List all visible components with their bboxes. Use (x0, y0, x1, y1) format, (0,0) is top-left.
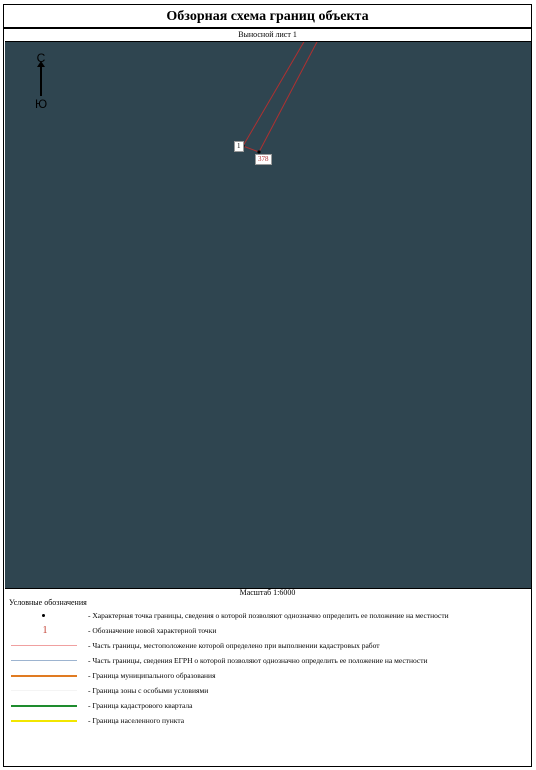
legend-item-text: - Граница зоны с особыми условиями (88, 686, 209, 695)
new-point-number-icon: 1 (42, 625, 48, 636)
south-label: Ю (34, 97, 48, 111)
boundary-line-bottom (243, 146, 259, 152)
boundary-line-right (259, 42, 318, 152)
boundary-line-left (243, 42, 305, 146)
map-area[interactable] (5, 41, 531, 589)
legend-item (9, 623, 524, 638)
legend-item-text: - Граница населенного пункта (88, 716, 185, 725)
boundary-svg (5, 42, 531, 588)
legend-item-text: - Характерная точка границы, сведения о которой позволяют однозначно определить ее положение на местности (88, 611, 449, 620)
cadastral-quarter-boundary-line-icon (11, 705, 77, 707)
scale-label: Масштаб 1:6000 (239, 588, 296, 597)
special-zone-boundary-line-icon (11, 690, 77, 691)
egrn-boundary-line-icon (11, 660, 77, 661)
legend-item (9, 683, 524, 698)
municipal-boundary-line-icon (11, 675, 77, 677)
sheet-subtitle: Выносной лист 1 (238, 30, 297, 39)
north-arrow (31, 52, 51, 110)
legend-item-text: - Обозначение новой характерной точки (88, 626, 217, 635)
north-label: С (36, 51, 46, 65)
north-arrow-icon (40, 66, 42, 96)
legend (9, 608, 524, 728)
point-label-378: 378 (255, 154, 272, 165)
legend-item-text: - Часть границы, сведения ЕГРН о которой позволяют однозначно определить ее положение на местности (88, 656, 428, 665)
legend-item (9, 653, 524, 668)
cadastral-works-boundary-line-icon (11, 645, 77, 646)
legend-item (9, 698, 524, 713)
legend-item (9, 668, 524, 683)
legend-item (9, 713, 524, 728)
settlement-boundary-line-icon (11, 720, 77, 722)
characteristic-point-icon (42, 614, 45, 617)
legend-item-text: - Граница кадастрового квартала (88, 701, 193, 710)
point-label-1: 1 (234, 141, 244, 152)
legend-item-text: - Граница муниципального образования (88, 671, 216, 680)
legend-item (9, 608, 524, 623)
map-sheet (3, 4, 532, 767)
legend-item-text: - Часть границы, местоположение которой определено при выполнении кадастровых работ (88, 641, 380, 650)
page-title: Обзорная схема границ объекта (4, 5, 531, 29)
legend-item (9, 638, 524, 653)
legend-title: Условные обозначения (9, 598, 87, 607)
